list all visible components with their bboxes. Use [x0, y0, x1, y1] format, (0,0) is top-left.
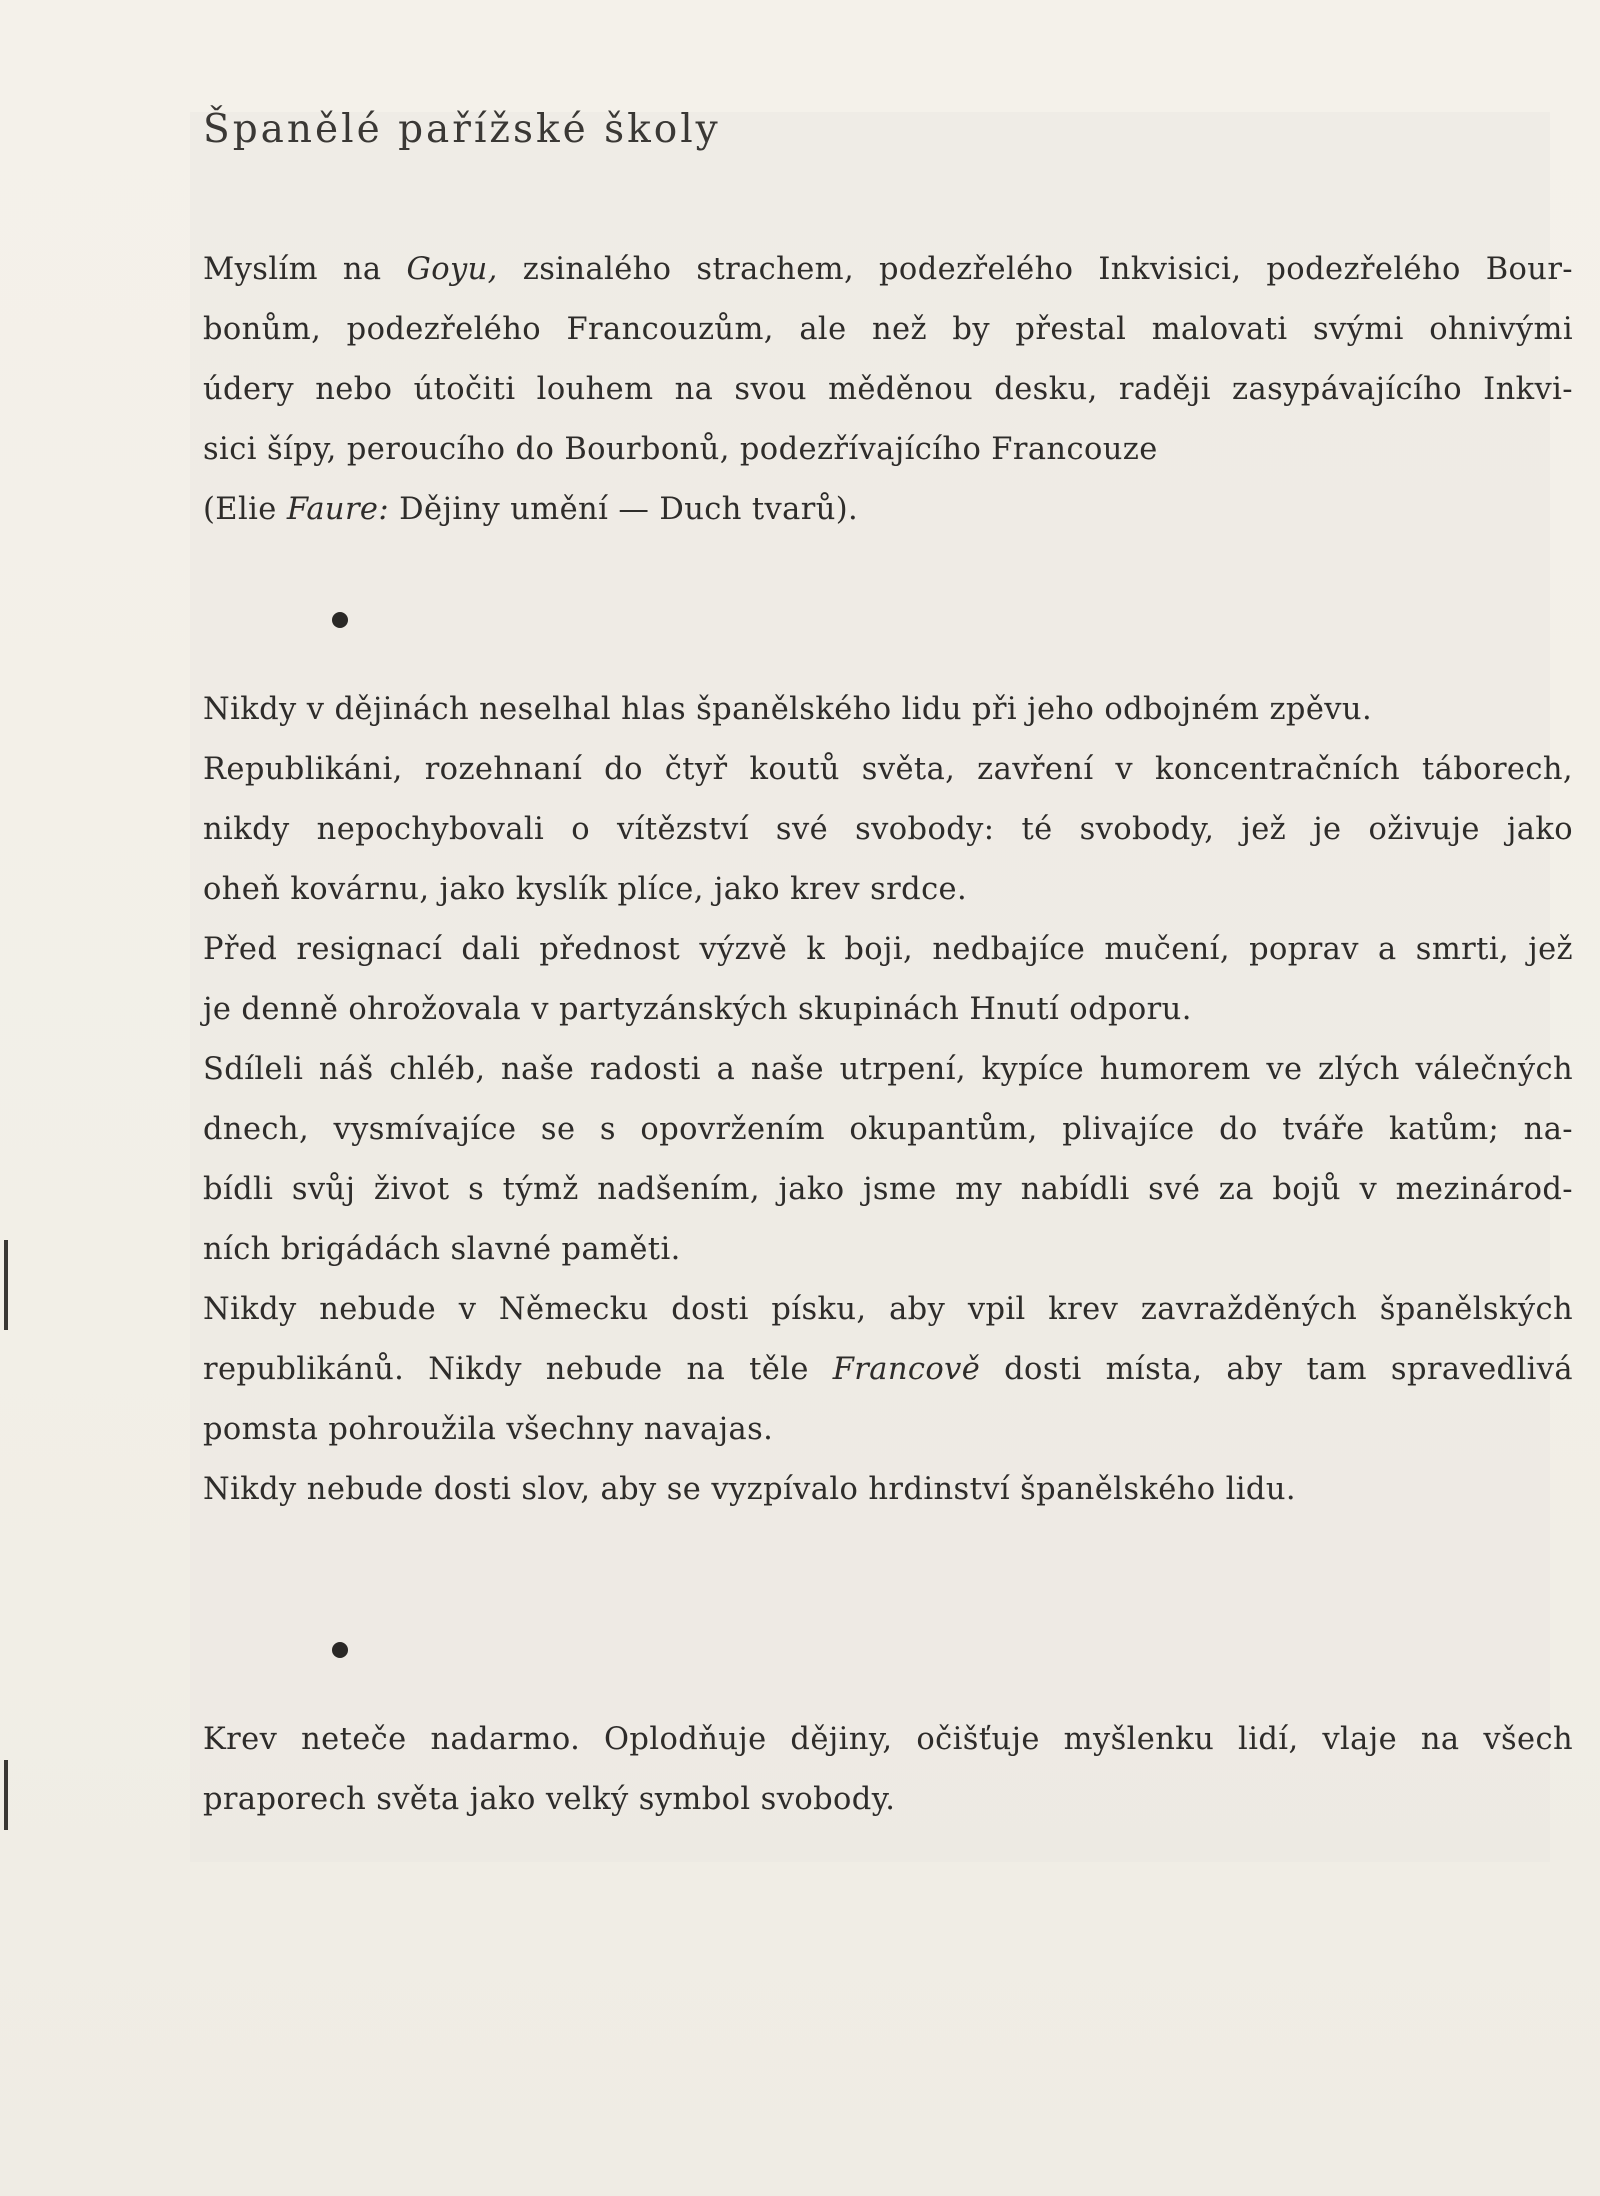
body-line: ních brigádách slavné paměti.	[203, 1232, 681, 1267]
body-line: bídli svůj život s týmž nadšením, jako jsme my nabídli své za bojů v mezinárod-	[203, 1172, 1573, 1207]
section-bullet	[332, 612, 348, 628]
quote-line: Myslím na Goyu, zsinalého strachem, podezřelého Inkvisici, podezřelého Bour-	[203, 252, 1574, 287]
quote-citation: (Elie Faure: Dějiny umění — Duch tvarů).	[203, 492, 859, 527]
closing-line: praporech světa jako velký symbol svobody.	[203, 1782, 896, 1817]
body-line: oheň kovárnu, jako kyslík plíce, jako krev srdce.	[203, 872, 968, 907]
body-line: Nikdy v dějinách neselhal hlas španělského lidu při jeho odbojném zpěvu.	[203, 692, 1373, 727]
goya-name: Goyu,	[406, 252, 498, 287]
body-line: Nikdy nebude dosti slov, aby se vyzpívalo hrdinství španělského lidu.	[203, 1472, 1296, 1507]
body-line: Nikdy nebude v Německu dosti písku, aby vpil krev zavražděných španělských	[203, 1292, 1573, 1327]
section-bullet	[332, 1642, 348, 1658]
body-paragraph	[203, 680, 1573, 1520]
faure-name: Faure:	[286, 492, 390, 527]
quote-line: údery nebo útočiti louhem na svou měděnou desku, raději zasypávajícího Inkvi-	[203, 372, 1573, 407]
binding-mark	[4, 1760, 8, 1830]
quote-paragraph	[203, 240, 1573, 540]
body-line: dnech, vysmívajíce se s opovržením okupantům, plivajíce do tváře katům; na-	[203, 1112, 1573, 1147]
body-line: nikdy nepochybovali o vítězství své svobody: té svobody, jež je oživuje jako	[203, 812, 1573, 847]
closing-line: Krev neteče nadarmo. Oplodňuje dějiny, očišťuje myšlenku lidí, vlaje na všech	[203, 1722, 1573, 1757]
binding-mark	[4, 1240, 8, 1330]
quote-line: sici šípy, peroucího do Bourbonů, podezřívajícího Francouze	[203, 432, 1158, 467]
body-line: Před resignací dali přednost výzvě k boji, nedbajíce mučení, poprav a smrti, jež	[203, 932, 1573, 967]
franco-name: Francově	[832, 1352, 981, 1387]
page-title: Španělé pařížské školy	[203, 107, 721, 152]
body-line: Sdíleli náš chléb, naše radosti a naše utrpení, kypíce humorem ve zlých válečných	[203, 1052, 1573, 1087]
body-line: je denně ohrožovala v partyzánských skupinách Hnutí odporu.	[203, 992, 1192, 1027]
closing-paragraph	[203, 1710, 1573, 1830]
body-line: Republikáni, rozehnaní do čtyř koutů světa, zavření v koncentračních táborech,	[203, 752, 1573, 787]
body-line: republikánů. Nikdy nebude na těle Francově dosti místa, aby tam spravedlivá	[203, 1352, 1573, 1387]
body-line: pomsta pohroužila všechny navajas.	[203, 1412, 774, 1447]
quote-line: bonům, podezřelého Francouzům, ale než by přestal malovati svými ohnivými	[203, 312, 1573, 347]
